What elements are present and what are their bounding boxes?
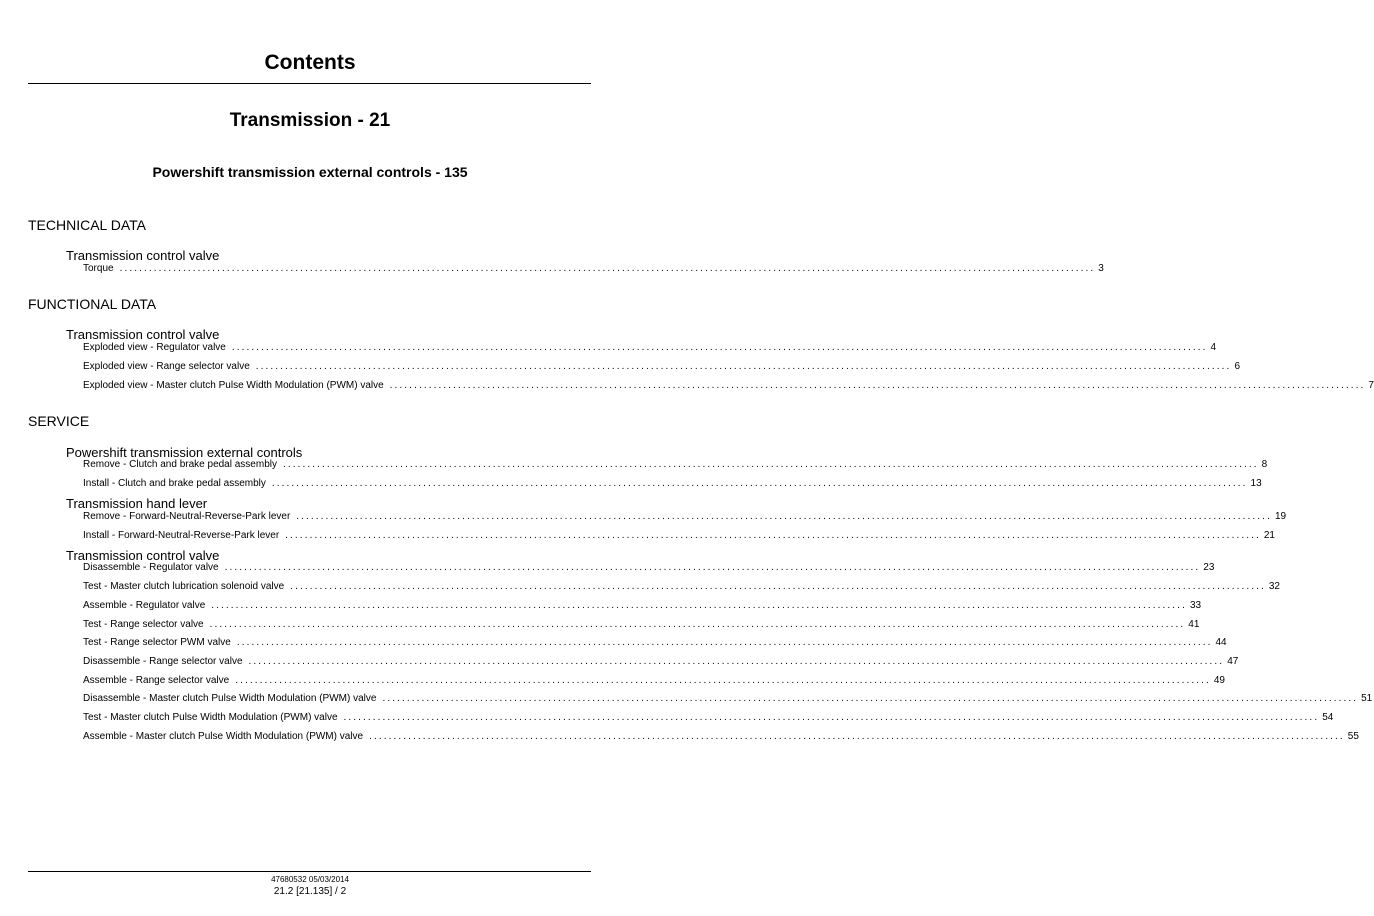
dot-leader: ........................................................................................................................................................................................................ <box>382 693 1359 704</box>
toc-entry[interactable] <box>83 477 1262 491</box>
toc-entry-page: 44 <box>1215 637 1227 648</box>
toc-entry-label: Torque <box>83 263 114 274</box>
toc-entry[interactable] <box>83 711 1334 725</box>
toc-entry-page: 49 <box>1213 675 1225 686</box>
toc-entry-page: 55 <box>1347 731 1359 742</box>
toc-entry[interactable] <box>83 636 1227 650</box>
toc-entry[interactable] <box>83 510 1287 524</box>
dot-leader: ........................................................................................................................................................................................................ <box>343 712 1320 723</box>
toc-entry-page: 6 <box>1234 361 1240 372</box>
subheading-transmission-control-valve: Transmission control valve <box>66 548 220 563</box>
toc-entry-label: Assemble - Regulator valve <box>83 600 206 611</box>
toc-entry-label: Test - Master clutch Pulse Width Modulation (PWM) valve <box>83 712 338 723</box>
dot-leader: ........................................................................................................................................................................................................ <box>369 731 1345 742</box>
dot-leader: ........................................................................................................................................................................................................ <box>290 581 1266 592</box>
toc-entry-page: 7 <box>1368 380 1374 391</box>
toc-entry-label: Disassemble - Range selector valve <box>83 656 243 667</box>
group-heading-functional-data: FUNCTIONAL DATA <box>28 296 157 312</box>
toc-entry-label: Test - Range selector PWM valve <box>83 637 231 648</box>
dot-leader: ........................................................................................................................................................................................................ <box>248 656 1225 667</box>
toc-entry[interactable] <box>83 360 1240 374</box>
subheading-transmission-control-valve: Transmission control valve <box>66 327 220 342</box>
toc-entry-label: Remove - Forward-Neutral-Reverse-Park lever <box>83 511 291 522</box>
toc-entry-label: Disassemble - Master clutch Pulse Width Modulation (PWM) valve <box>83 693 377 704</box>
toc-entry-label: Exploded view - Range selector valve <box>83 361 250 372</box>
dot-leader: ........................................................................................................................................................................................................ <box>236 637 1213 648</box>
dot-leader: ........................................................................................................................................................................................................ <box>224 562 1201 573</box>
toc-entry-label: Install - Clutch and brake pedal assembly <box>83 478 266 489</box>
toc-entry-label: Exploded view - Master clutch Pulse Width Modulation (PWM) valve <box>83 380 384 391</box>
toc-entry-page: 13 <box>1250 478 1262 489</box>
subheading-transmission-control-valve: Transmission control valve <box>66 248 220 263</box>
group-heading-service: SERVICE <box>28 413 90 429</box>
subheading-transmission-hand-lever: Transmission hand lever <box>66 496 208 511</box>
toc-entry[interactable] <box>83 655 1239 669</box>
toc-entry-page: 41 <box>1188 619 1200 630</box>
dot-leader: ........................................................................................................................................................................................................ <box>389 380 1366 391</box>
toc-entry-label: Install - Forward-Neutral-Reverse-Park lever <box>83 530 280 541</box>
footer-doc-ref: 47680532 05/03/2014 <box>271 875 349 884</box>
toc-entry[interactable] <box>83 730 1359 744</box>
toc-entry-label: Exploded view - Regulator valve <box>83 342 226 353</box>
toc-entry[interactable] <box>83 341 1217 355</box>
toc-entry-label: Test - Master clutch lubrication solenoid valve <box>83 581 285 592</box>
toc-entry[interactable] <box>83 599 1202 613</box>
group-heading-technical-data: TECHNICAL DATA <box>28 217 146 233</box>
toc-entry-page: 21 <box>1263 530 1275 541</box>
toc-entry-page: 23 <box>1203 562 1215 573</box>
toc-entry-page: 33 <box>1189 600 1202 611</box>
toc-entry-label: Assemble - Master clutch Pulse Width Modulation (PWM) valve <box>83 731 364 742</box>
toc-entry[interactable] <box>83 561 1215 575</box>
dot-leader: ........................................................................................................................................................................................................ <box>282 459 1259 470</box>
toc-entry-label: Assemble - Range selector valve <box>83 675 230 686</box>
toc-entry[interactable] <box>83 458 1268 472</box>
dot-leader: ........................................................................................................................................................................................................ <box>285 530 1261 541</box>
dot-leader: ........................................................................................................................................................................................................ <box>231 342 1208 353</box>
toc-entry[interactable] <box>83 692 1373 706</box>
dot-leader: ........................................................................................................................................................................................................ <box>235 675 1211 686</box>
dot-leader: ........................................................................................................................................................................................................ <box>255 361 1232 372</box>
subheading-powershift-transmission-external-controls: Powershift transmission external controls <box>66 445 303 460</box>
dot-leader: ........................................................................................................................................................................................................ <box>119 263 1096 274</box>
toc-entry-page: 32 <box>1268 581 1280 592</box>
toc-entry-page: 19 <box>1274 511 1287 522</box>
dot-leader: ........................................................................................................................................................................................................ <box>296 511 1272 522</box>
toc-entry-page: 47 <box>1227 656 1239 667</box>
toc-entry-label: Test - Range selector valve <box>83 619 204 630</box>
dot-leader: ........................................................................................................................................................................................................ <box>209 619 1186 630</box>
title-rule <box>28 83 591 84</box>
toc-entry-page: 8 <box>1261 459 1268 470</box>
toc-entry-label: Remove - Clutch and brake pedal assembly <box>83 459 277 470</box>
dot-leader: ........................................................................................................................................................................................................ <box>271 478 1248 489</box>
footer-rule <box>28 871 591 872</box>
section-title: Powershift transmission external controls - 135 <box>152 164 468 180</box>
toc-entry[interactable] <box>83 674 1225 688</box>
toc-entry[interactable] <box>83 379 1374 393</box>
toc-entry[interactable] <box>83 262 1104 276</box>
toc-entry-page: 4 <box>1210 342 1217 353</box>
toc-entry[interactable] <box>83 529 1275 543</box>
toc-entry-page: 3 <box>1098 263 1104 274</box>
dot-leader: ........................................................................................................................................................................................................ <box>211 600 1187 611</box>
toc-entry[interactable] <box>83 618 1200 632</box>
page-title: Contents <box>264 51 356 74</box>
toc-entry-label: Disassemble - Regulator valve <box>83 562 219 573</box>
toc-entry[interactable] <box>83 580 1280 594</box>
toc-entry-page: 51 <box>1361 693 1373 704</box>
toc-entry-page: 54 <box>1322 712 1334 723</box>
footer-page-ref: 21.2 [21.135] / 2 <box>273 886 347 897</box>
chapter-title: Transmission - 21 <box>229 110 391 131</box>
